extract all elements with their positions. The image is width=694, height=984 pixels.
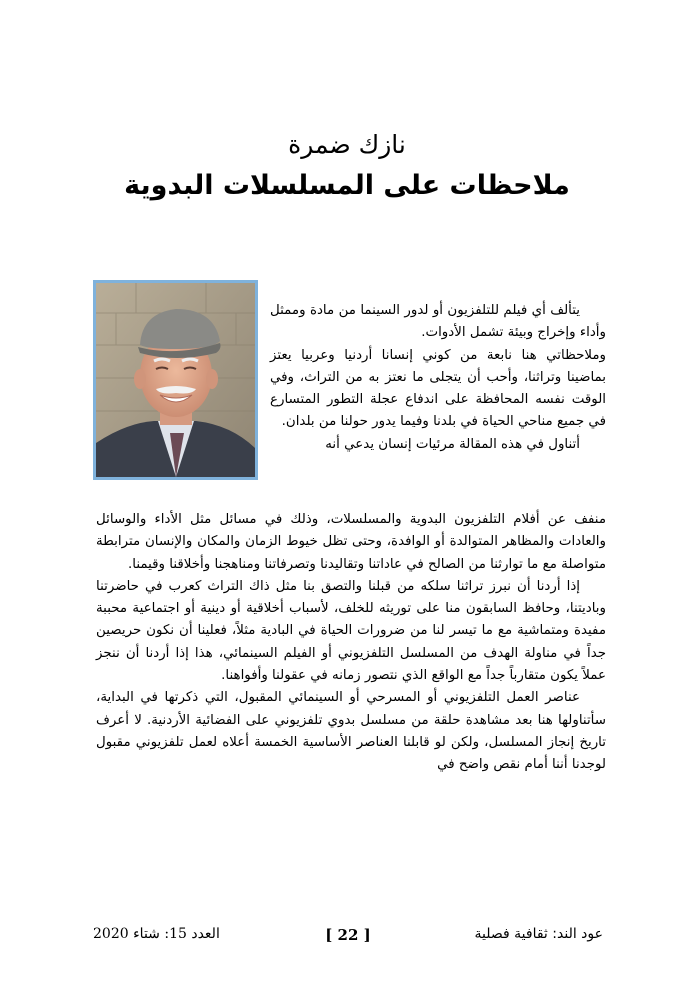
article-author: نازك ضمرة	[288, 130, 406, 159]
footer-page-number: [ 22 ]	[325, 926, 371, 944]
footer-issue: العدد 15: شتاء 2020	[93, 926, 220, 942]
paragraph: عناصر العمل التلفزيوني أو المسرحي أو السينمائي المقبول، التي ذكرتها في البداية، سأتناولها هنا بعد مشاهدة حلقة من مسلسل بدوي تلفزيوني على الفضائية الأردنية. لا أعرف تاريخ إنجاز المسلسل، ولكن لو قابلنا العناصر الأساسية الخمسة أعلاه لعمل تلفزيوني مقبول لوجدنا أننا أمام نقص واضح في	[96, 690, 606, 773]
paragraph-start: أتناول في هذه المقالة مرئيات إنسان يدعي أنه	[325, 436, 580, 452]
paragraph-continuation: منفف عن أفلام التلفزيون البدوية والمسلسلات، وذلك في مسائل مثل الأداء والوسائل والعادات والمظاهر المتوالدة أو الوافدة، وحتى تظل خيوط الزمان والمكان والإنسان مترابطة متواصلة مع ما توارثنا من الصالح في عاداتنا وتقاليدنا وتصرفاتنا ومناهجنا وأخلاقنا وقيمنا.	[96, 512, 606, 572]
paragraph: يتألف أي فيلم للتلفزيون أو لدور السينما من مادة وممثل وأداء وإخراج وبيئة تشمل الأدوات.	[270, 303, 606, 341]
article-title: ملاحظات على المسلسلات البدوية	[124, 170, 570, 201]
portrait-photo-icon	[96, 283, 255, 477]
paragraph: وملاحظاتي هنا نابعة من كوني إنسانا أردنيا وعربيا يعتز بماضينا وتراثنا، وأحب أن يتجلى ما نعتز به من التراث، وفي الوقت نفسه المحافظة على اندفاع عجلة التطور المتسارع في جميع مناحي الحياة في بلدنا وفيما يدور حولنا من بلدان.	[270, 347, 606, 430]
wide-text-column	[96, 509, 606, 777]
narrow-text-column	[270, 300, 606, 456]
paragraph: إذا أردنا أن نبرز تراثنا سلكه من قبلنا والتصق بنا مثل ذاك التراث كعرب في حاضرتنا وباديتنا، وحافظ السابقون منا على توريثه للخلف، لأسباب أخلاقية أو دينية أو اجتماعية محببة مفيدة ومتماشية مع ما تيسر لنا من ضرورات الحياة في البادية مثلاً، فعلينا أن نكون حريصين جداً في مناولة الهدف من المسلسل التلفزيوني أو الفيلم السينمائي، هذا إذا أردنا أن ننجز عملاً يكون متقارباً جداً مع الواقع الذي نتصور زمانه في عقولنا وأفواهنا.	[96, 578, 606, 684]
footer-journal-name: عود الند: ثقافية فصلية	[474, 926, 603, 942]
author-photo	[93, 280, 258, 480]
page-footer	[93, 926, 603, 948]
